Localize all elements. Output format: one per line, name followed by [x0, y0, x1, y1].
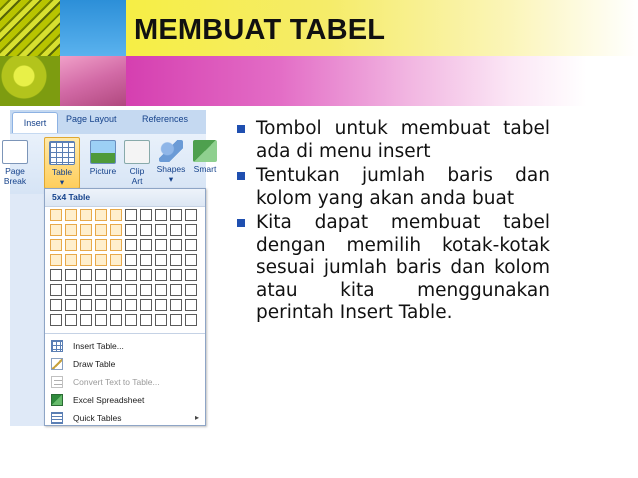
table-grid-cell[interactable]	[65, 269, 77, 281]
table-grid-cell[interactable]	[155, 284, 167, 296]
convert-text-label: Convert Text to Table...	[73, 377, 160, 387]
table-grid-cell[interactable]	[185, 209, 197, 221]
table-grid-cell[interactable]	[125, 239, 137, 251]
table-grid-cell[interactable]	[155, 209, 167, 221]
insert-table-dropdown	[44, 188, 206, 426]
table-grid-cell[interactable]	[50, 284, 62, 296]
draw-table-menu-item[interactable]	[45, 355, 205, 373]
banner-blue-block	[60, 0, 126, 56]
table-grid-cell[interactable]	[65, 299, 77, 311]
table-grid-cell[interactable]	[110, 224, 122, 236]
table-button-label: Table	[51, 167, 73, 177]
picture-button[interactable]	[86, 140, 120, 176]
table-grid-cell[interactable]	[140, 284, 152, 296]
bullet-item	[236, 212, 550, 325]
bullet-text: Kita dapat membuat tabel dengan memilih kotak-kotak sesuai jumlah baris dan kolom atau kita menggunakan perintah Insert Table.	[256, 212, 550, 323]
page-break-label-2: Break	[3, 176, 27, 186]
table-grid-cell[interactable]	[95, 224, 107, 236]
table-grid-cell[interactable]	[65, 209, 77, 221]
table-grid-cell[interactable]	[140, 239, 152, 251]
table-grid-cell[interactable]	[95, 239, 107, 251]
table-grid-cell[interactable]	[140, 314, 152, 326]
table-grid-cell[interactable]	[185, 224, 197, 236]
clip-art-label-2: Art	[131, 176, 143, 186]
excel-icon	[51, 394, 63, 406]
table-grid-cell[interactable]	[50, 299, 62, 311]
table-grid-cell[interactable]	[170, 224, 182, 236]
table-grid-cell[interactable]	[155, 239, 167, 251]
clip-art-icon	[124, 140, 150, 164]
table-grid-cell[interactable]	[80, 284, 92, 296]
table-grid-cell[interactable]	[65, 224, 77, 236]
table-grid-cell[interactable]	[50, 209, 62, 221]
table-grid-cell[interactable]	[155, 224, 167, 236]
table-menu	[45, 337, 205, 427]
ribbon-tab-bar	[10, 110, 206, 134]
slide-title: MEMBUAT TABEL	[134, 14, 386, 46]
table-grid-cell[interactable]	[110, 284, 122, 296]
table-grid-cell[interactable]	[50, 269, 62, 281]
table-grid-cell[interactable]	[95, 254, 107, 266]
quick-tables-label: Quick Tables	[73, 413, 122, 423]
bullet-item	[236, 118, 550, 163]
chevron-down-icon: ▾	[59, 177, 65, 187]
word-insert-screenshot	[3, 110, 217, 426]
square-bullet-icon	[237, 172, 245, 180]
table-grid-cell[interactable]	[170, 239, 182, 251]
table-grid-cell[interactable]	[140, 254, 152, 266]
smartart-icon	[193, 140, 217, 162]
table-grid-cell[interactable]	[140, 209, 152, 221]
table-grid-cell[interactable]	[125, 254, 137, 266]
table-grid-cell[interactable]	[125, 224, 137, 236]
draw-table-icon	[51, 358, 63, 370]
draw-table-label: Draw Table	[73, 359, 116, 369]
table-grid-cell[interactable]	[170, 254, 182, 266]
square-bullet-icon	[237, 219, 245, 227]
table-grid-cell[interactable]	[155, 254, 167, 266]
tab-page-layout[interactable]: Page Layout	[66, 114, 117, 124]
banner-lime-photo	[0, 56, 60, 106]
table-grid-cell[interactable]	[50, 224, 62, 236]
tab-references[interactable]: References	[142, 114, 189, 124]
chevron-right-icon: ▸	[194, 413, 199, 422]
table-grid-cell[interactable]	[125, 314, 137, 326]
table-grid-cell[interactable]	[65, 254, 77, 266]
shapes-chevron-down-icon: ▾	[168, 174, 174, 184]
table-grid-cell[interactable]	[140, 224, 152, 236]
table-grid-cell[interactable]	[95, 314, 107, 326]
quick-tables-menu-item[interactable]	[45, 409, 205, 427]
table-grid-cell[interactable]	[170, 209, 182, 221]
table-grid-cell[interactable]	[125, 299, 137, 311]
table-grid-cell[interactable]	[170, 284, 182, 296]
bullet-text: Tombol untuk membuat tabel ada di menu insert	[256, 118, 550, 162]
table-grid-cell[interactable]	[80, 239, 92, 251]
table-grid-cell[interactable]	[80, 209, 92, 221]
table-grid-cell[interactable]	[155, 314, 167, 326]
insert-table-label: Insert Table...	[73, 341, 124, 351]
banner-magenta-strip	[126, 56, 638, 106]
table-grid-cell[interactable]	[185, 299, 197, 311]
table-grid-cell[interactable]	[80, 299, 92, 311]
table-grid-cell[interactable]	[125, 269, 137, 281]
square-bullet-icon	[237, 125, 245, 133]
bullet-item	[236, 165, 550, 210]
table-grid-cell[interactable]	[80, 269, 92, 281]
table-grid-cell[interactable]	[110, 314, 122, 326]
page-break-label-1: Page	[5, 166, 25, 176]
page-break-icon	[2, 140, 28, 164]
shapes-label: Shapes	[156, 164, 186, 174]
table-grid-cell[interactable]	[95, 299, 107, 311]
excel-spreadsheet-label: Excel Spreadsheet	[73, 395, 145, 405]
insert-table-menu-item[interactable]	[45, 337, 205, 355]
table-grid-cell[interactable]	[155, 299, 167, 311]
page-break-button[interactable]	[0, 140, 30, 186]
table-grid-cell[interactable]	[50, 254, 62, 266]
table-grid-cell[interactable]	[65, 239, 77, 251]
tab-insert[interactable]: Insert	[12, 112, 58, 133]
menu-separator	[45, 333, 205, 334]
bullet-list	[236, 118, 550, 327]
excel-spreadsheet-menu-item[interactable]	[45, 391, 205, 409]
table-grid-cell[interactable]	[80, 254, 92, 266]
table-grid-cell[interactable]	[95, 209, 107, 221]
table-grid-cell[interactable]	[185, 254, 197, 266]
table-grid-cell[interactable]	[185, 239, 197, 251]
smartart-button[interactable]	[190, 140, 220, 174]
table-grid-cell[interactable]	[125, 284, 137, 296]
table-grid-cell[interactable]	[80, 224, 92, 236]
ribbon-insert-panel	[3, 134, 217, 194]
table-grid-cell[interactable]	[140, 299, 152, 311]
convert-text-icon	[51, 376, 63, 388]
table-grid-cell[interactable]	[95, 284, 107, 296]
table-grid-cell[interactable]	[170, 299, 182, 311]
shapes-button[interactable]	[154, 140, 188, 184]
table-grid-cell[interactable]	[80, 314, 92, 326]
insert-table-icon	[51, 340, 63, 352]
table-grid-cell[interactable]	[170, 269, 182, 281]
table-button[interactable]	[44, 137, 80, 189]
table-grid-cell[interactable]	[110, 299, 122, 311]
table-grid-cell[interactable]	[110, 254, 122, 266]
table-grid-cell[interactable]	[125, 209, 137, 221]
shapes-icon	[159, 140, 183, 162]
table-grid-cell[interactable]	[170, 314, 182, 326]
table-grid-cell[interactable]	[110, 239, 122, 251]
smartart-label: Smart	[193, 164, 217, 174]
table-grid-cell[interactable]	[185, 314, 197, 326]
convert-text-menu-item	[45, 373, 205, 391]
bullet-text: Tentukan jumlah baris dan kolom yang akan anda buat	[256, 165, 550, 209]
table-grid-cell[interactable]	[185, 269, 197, 281]
table-grid-cell[interactable]	[110, 209, 122, 221]
table-icon	[49, 141, 75, 165]
table-grid-cell[interactable]	[65, 314, 77, 326]
table-grid-cell[interactable]	[185, 284, 197, 296]
picture-icon	[90, 140, 116, 164]
keyboard-photo	[0, 0, 60, 56]
table-grid-cell[interactable]	[50, 239, 62, 251]
clip-art-label-1: Clip	[129, 166, 145, 176]
quick-tables-icon	[51, 412, 63, 424]
picture-label: Picture	[89, 166, 117, 176]
table-grid-cell[interactable]	[155, 269, 167, 281]
clip-art-button[interactable]	[124, 140, 150, 186]
table-grid-cell[interactable]	[50, 314, 62, 326]
table-size-header: 5x4 Table	[45, 189, 205, 207]
table-grid-cell[interactable]	[65, 284, 77, 296]
table-grid-cell[interactable]	[110, 269, 122, 281]
table-grid-cell[interactable]	[140, 269, 152, 281]
table-grid-cell[interactable]	[95, 269, 107, 281]
banner-flower-photo	[60, 56, 126, 106]
